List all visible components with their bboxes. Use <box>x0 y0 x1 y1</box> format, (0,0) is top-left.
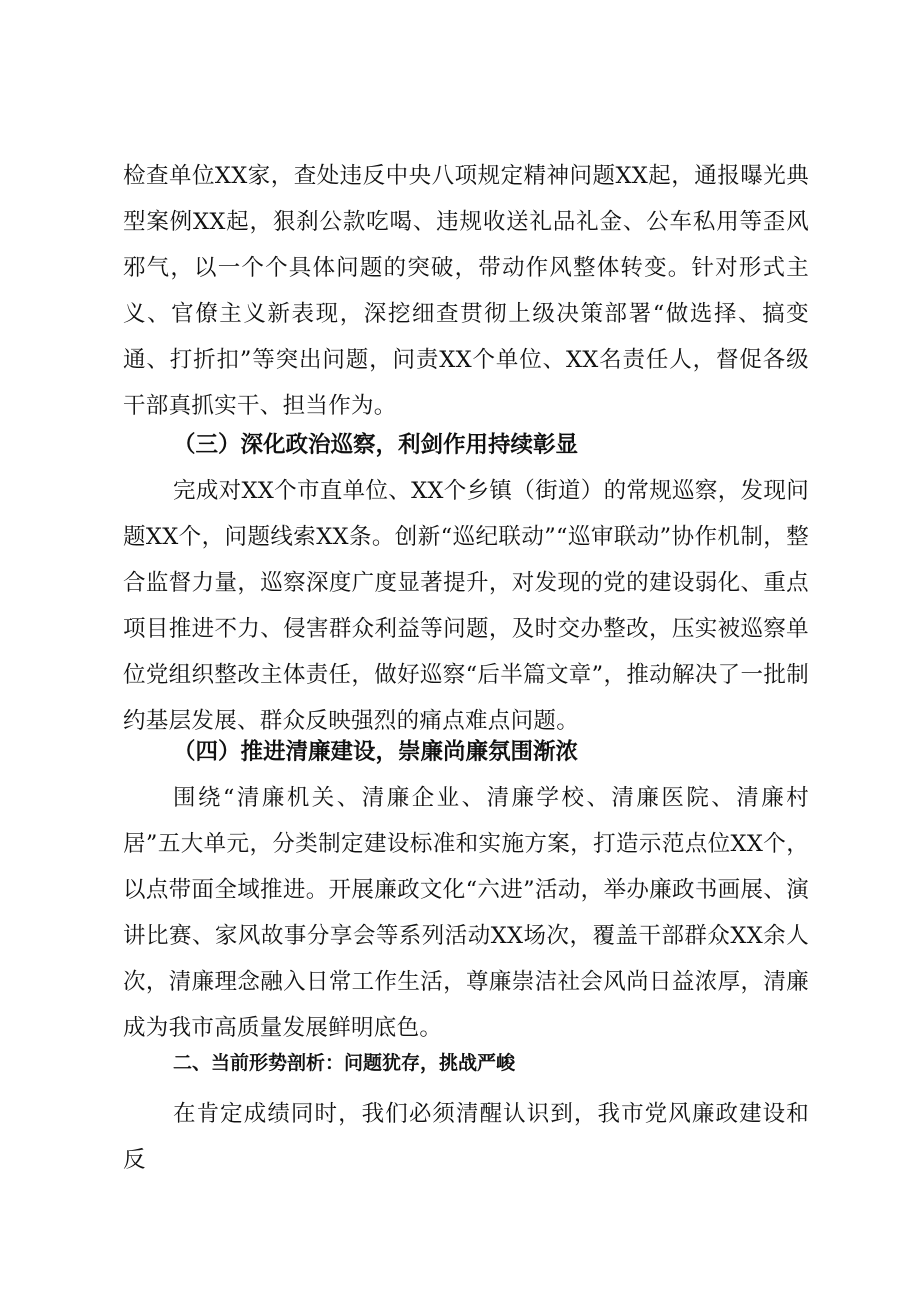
paragraph-clean-government-building: 围绕“清廉机关、清廉企业、清廉学校、清廉医院、清廉村居”五大单元，分类制定建设标准和实施方案，打造示范点位XX个，以点带面全域推进。开展廉政文化“六进”活动，举办廉政书画展、演讲比赛、家风故事分享会等系列活动XX场次，覆盖干部群众XX余人次，清廉理念融入日常工作生活，尊廉崇洁社会风尚日益浓厚，清廉成为我市高质量发展鲜明底色。 <box>123 785 809 1041</box>
paragraph-political-inspection: 完成对XX个市直单位、XX个乡镇（街道）的常规巡察，发现问题XX个，问题线索XX条。创新“巡纪联动”“巡审联动”协作机制，整合监督力量，巡察深度广度显著提升，对发现的党的建设弱化、重点项目推进不力、侵害群众利益等问题，及时交办整改，压实被巡察单位党组织整改主体责任，做好巡察“后半篇文章”，推动解决了一批制约基层发展、群众反映强烈的痛点难点问题。 <box>123 478 809 734</box>
paragraph-current-situation-intro: 在肯定成绩同时，我们必须清醒认识到，我市党风廉政建设和反 <box>123 1101 809 1173</box>
subheading-clean-government-building: （四）推进清廉建设，崇廉尚廉氛围渐浓 <box>173 739 579 765</box>
paragraph-work-style-rectification: 检查单位XX家，查处违反中央八项规定精神问题XX起，通报曝光典型案例XX起，狠刹公款吃喝、违规收送礼品礼金、公车私用等歪风邪气，以一个个具体问题的突破，带动作风整体转变。针对形式主义、官僚主义新表现，深挖细查贯彻上级决策部署“做选择、搞变通、打折扣”等突出问题，问责XX个单位、XX名责任人，督促各级干部真抓实干、担当作为。 <box>123 163 809 419</box>
subheading-political-inspection: （三）深化政治巡察，利剑作用持续彰显 <box>173 432 579 458</box>
section-heading-current-situation: 二、当前形势剖析：问题犹存，挑战严峻 <box>173 1052 516 1074</box>
